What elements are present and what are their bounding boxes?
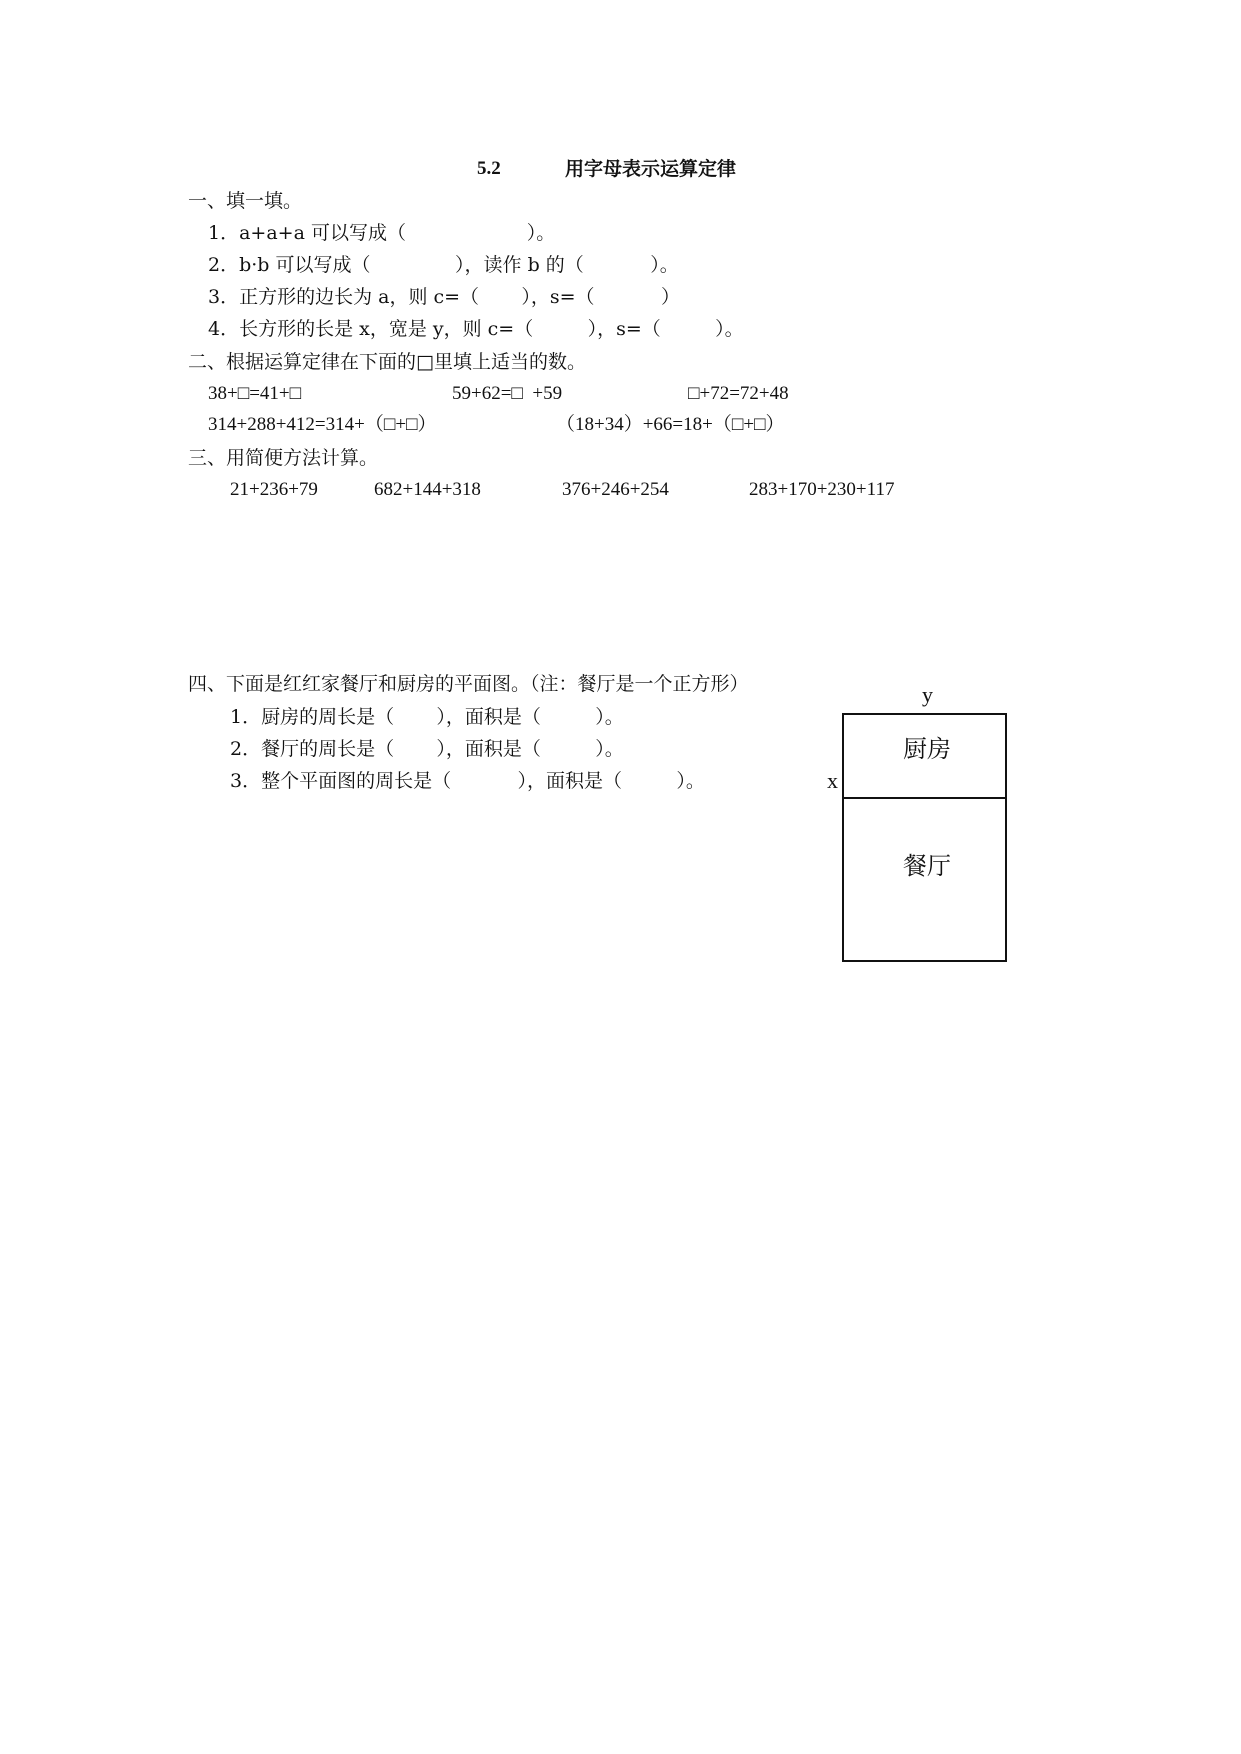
calc-problem: 283+170+230+117 (749, 479, 895, 500)
section1-heading: 一、填一填。 (188, 190, 303, 212)
section2-equation: （18+34）+66=18+（□+□） (556, 414, 785, 435)
calc-problem: 376+246+254 (562, 479, 669, 500)
section4-item-2: 2．餐厅的周长是（ ），面积是（ ）。 (230, 738, 624, 760)
section4-item-3: 3．整个平面图的周长是（ ），面积是（ ）。 (230, 770, 705, 792)
section2-equation: 59+62=□ +59 (452, 383, 563, 404)
calc-problem: 21+236+79 (230, 479, 318, 500)
calc-problem: 682+144+318 (374, 479, 481, 500)
section2-equation: □+72=72+48 (688, 383, 789, 404)
section4-heading: 四、下面是红红家餐厅和厨房的平面图。（注：餐厅是一个正方形） (188, 673, 749, 695)
kitchen-label: 厨房 (903, 735, 951, 763)
title-number: 5.2 (477, 158, 501, 179)
dining-label: 餐厅 (903, 852, 951, 880)
section1-item-3: 3．正方形的边长为 a，则 c=（ ），s=（ ） (208, 286, 680, 308)
page-title: 用字母表示运算定律 (565, 158, 737, 180)
section2-equation: 38+□=41+□ (208, 383, 302, 404)
height-label-x: x (827, 768, 838, 793)
section2-equation: 314+288+412=314+（□+□） (208, 414, 437, 435)
width-label-y: y (922, 682, 933, 707)
section4-item-1: 1．厨房的周长是（ ），面积是（ ）。 (230, 706, 624, 728)
section1-item-2: 2．b·b 可以写成（ ），读作 b 的（ ）。 (208, 254, 679, 276)
section3-heading: 三、用简便方法计算。 (188, 447, 379, 469)
section2-heading: 二、根据运算定律在下面的□里填上适当的数。 (188, 351, 586, 373)
section1-item-4: 4．长方形的长是 x，宽是 y，则 c=（ ），s=（ ）。 (208, 318, 744, 340)
section1-item-1: 1．a+a+a 可以写成（ ）。 (208, 222, 556, 244)
